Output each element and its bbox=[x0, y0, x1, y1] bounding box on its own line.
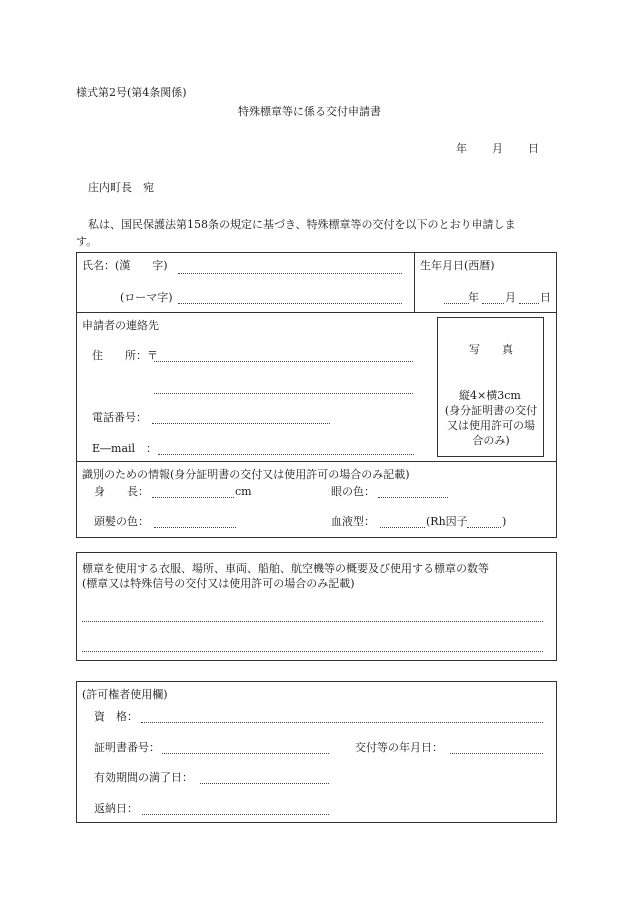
address-field-1[interactable] bbox=[154, 361, 413, 362]
birth-day: 日 bbox=[540, 291, 551, 304]
blood-type-field[interactable] bbox=[380, 527, 425, 528]
expiry-field[interactable] bbox=[200, 783, 329, 784]
rh-factor-close: ) bbox=[502, 515, 507, 528]
name-kanji-label: 氏名：(漢 字) bbox=[82, 259, 168, 272]
birth-year-field[interactable] bbox=[444, 303, 469, 304]
identity-section-label: 識別のための情報(身分証明書の交付又は使用許可の場合のみ記載) bbox=[82, 468, 410, 481]
height-unit: cm bbox=[235, 485, 252, 498]
birth-month: 月 bbox=[505, 291, 516, 304]
address-label: 住 所：〒 bbox=[92, 349, 158, 362]
photo-size: 縦4×横3cm bbox=[459, 389, 521, 402]
photo-note: (身分証明書の交付又は使用許可の場合のみ) bbox=[444, 404, 538, 447]
return-date-label: 返納日： bbox=[94, 802, 138, 815]
usage-field-1[interactable] bbox=[82, 621, 543, 622]
addressee: 庄内町長 宛 bbox=[88, 181, 154, 194]
name-kanji-field[interactable] bbox=[178, 273, 402, 274]
name-roman-label: (ローマ字) bbox=[120, 291, 173, 304]
email-label: E―mail ： bbox=[92, 442, 158, 455]
blood-type-label: 血液型： bbox=[331, 515, 375, 528]
name-roman-field[interactable] bbox=[178, 303, 402, 304]
issue-date-field[interactable] bbox=[450, 753, 543, 754]
intro-line-1: 私は、国民保護法第158条の規定に基づき、特殊標章等の交付を以下のとおり申請しま bbox=[88, 218, 516, 231]
photo-title: 写 真 bbox=[469, 343, 513, 356]
eye-color-field[interactable] bbox=[378, 497, 448, 498]
birth-date-label: 生年月日(西暦) bbox=[420, 259, 495, 272]
name-birth-divider bbox=[414, 252, 415, 312]
return-date-field[interactable] bbox=[142, 814, 329, 815]
birth-year: 年 bbox=[468, 291, 479, 304]
hair-color-label: 頭髪の色： bbox=[94, 515, 149, 528]
usage-note: (標章又は特殊信号の交付又は使用許可の場合のみ記載) bbox=[82, 577, 355, 590]
height-label: 身 長： bbox=[94, 485, 149, 498]
expiry-label: 有効期間の満了日： bbox=[94, 771, 193, 784]
form-number: 様式第2号(第4条関係) bbox=[76, 86, 187, 99]
issue-date-label: 交付等の年月日： bbox=[355, 741, 443, 754]
hair-color-field[interactable] bbox=[154, 527, 236, 528]
page-title: 特殊標章等に係る交付申請書 bbox=[238, 105, 381, 118]
eye-color-label: 眼の色： bbox=[331, 485, 375, 498]
phone-label: 電話番号： bbox=[92, 411, 147, 424]
birth-day-field[interactable] bbox=[519, 303, 539, 304]
intro-line-2: す。 bbox=[76, 235, 98, 248]
rh-factor-label: (Rh因子 bbox=[426, 515, 468, 528]
qualification-field[interactable] bbox=[141, 722, 543, 723]
date-year: 年 bbox=[456, 142, 467, 155]
contact-section-label: 申請者の連絡先 bbox=[82, 319, 159, 332]
cert-number-field[interactable] bbox=[162, 753, 329, 754]
row-divider-2 bbox=[76, 461, 557, 462]
date-month: 月 bbox=[492, 142, 503, 155]
qualification-label: 資 格： bbox=[94, 710, 138, 723]
authority-section-label: (許可権者使用欄) bbox=[82, 688, 168, 701]
email-field[interactable] bbox=[158, 454, 414, 455]
usage-description: 標章を使用する衣服、場所、車両、船舶、航空機等の概要及び使用する標章の数等 bbox=[82, 562, 489, 575]
phone-field[interactable] bbox=[152, 423, 330, 424]
birth-month-field[interactable] bbox=[482, 303, 504, 304]
rh-factor-field[interactable] bbox=[467, 527, 501, 528]
cert-number-label: 証明書番号： bbox=[94, 741, 160, 754]
row-divider-1 bbox=[76, 312, 557, 313]
usage-field-2[interactable] bbox=[82, 651, 543, 652]
date-day: 日 bbox=[528, 142, 539, 155]
height-field[interactable] bbox=[152, 497, 234, 498]
address-field-2[interactable] bbox=[154, 393, 413, 394]
